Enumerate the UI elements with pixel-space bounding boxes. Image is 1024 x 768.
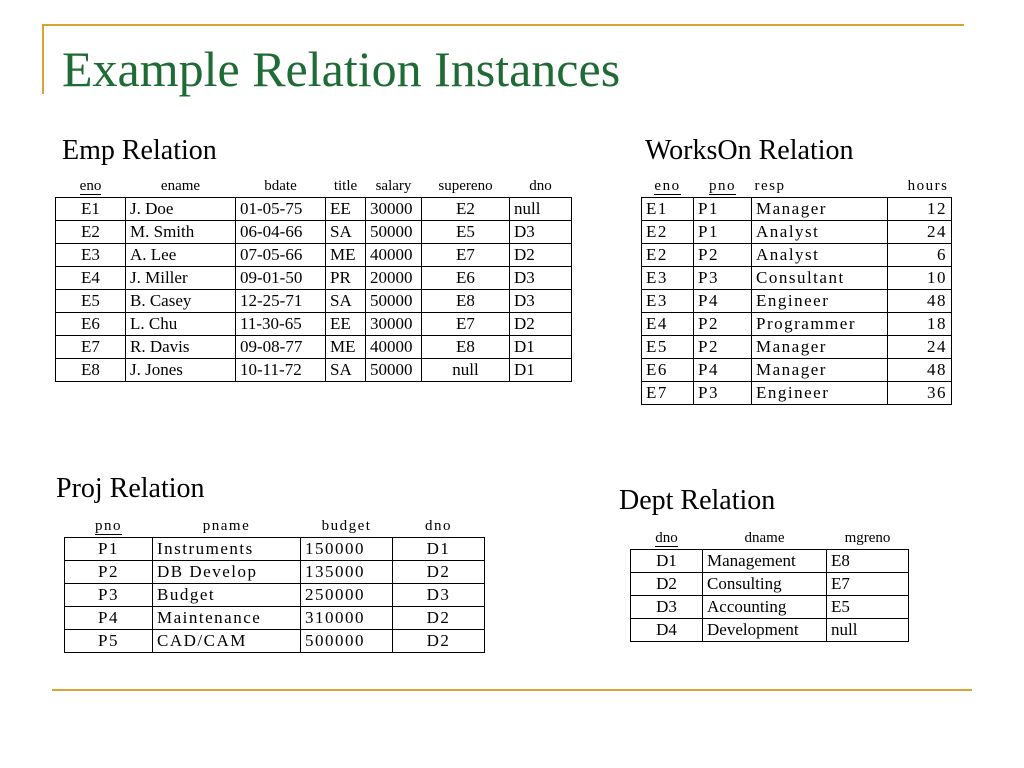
table-cell: 310000 [301, 607, 393, 630]
table-cell: 18 [888, 313, 952, 336]
table-cell: E8 [56, 359, 126, 382]
table-cell: 24 [888, 336, 952, 359]
table-cell: Budget [153, 584, 301, 607]
column-header: eno [654, 178, 681, 194]
table-cell: B. Casey [126, 290, 236, 313]
table-cell: D1 [393, 538, 485, 561]
column-header: hours [907, 178, 949, 194]
workson-relation [641, 178, 952, 405]
table-cell: Programmer [752, 313, 888, 336]
table-row [56, 359, 572, 382]
table-cell: D2 [393, 561, 485, 584]
table-row [642, 313, 952, 336]
table-cell: 12 [888, 198, 952, 221]
table-cell: 06-04-66 [236, 221, 326, 244]
table-cell: 20000 [366, 267, 422, 290]
column-header: pno [709, 178, 736, 194]
table-cell: P3 [694, 382, 752, 405]
table-cell: E2 [422, 198, 510, 221]
table-cell: E1 [56, 198, 126, 221]
table-cell: null [827, 619, 909, 642]
table-cell: E5 [422, 221, 510, 244]
table-cell: 09-01-50 [236, 267, 326, 290]
column-header: budget [321, 518, 372, 534]
table-cell: E6 [642, 359, 694, 382]
column-header: dname [744, 530, 785, 546]
column-header: salary [375, 178, 412, 194]
title-accent-line [42, 24, 44, 94]
slide-title: Example Relation Instances [62, 41, 621, 97]
table-cell: D3 [510, 290, 572, 313]
table-cell: E6 [56, 313, 126, 336]
column-header: bdate [264, 178, 297, 194]
table-cell: P3 [694, 267, 752, 290]
table-cell: 48 [888, 359, 952, 382]
column-header: eno [79, 178, 102, 194]
emp-relation-title: Emp Relation [62, 135, 217, 166]
table-cell: E8 [422, 290, 510, 313]
bottom-divider [52, 689, 972, 691]
table-cell: 250000 [301, 584, 393, 607]
table-cell: 12-25-71 [236, 290, 326, 313]
proj-relation-title: Proj Relation [56, 473, 205, 504]
column-header: pno [95, 518, 122, 534]
table-cell: E3 [642, 267, 694, 290]
table-cell: EE [326, 313, 366, 336]
table-cell: 01-05-75 [236, 198, 326, 221]
table-cell: E8 [827, 550, 909, 573]
table-cell: SA [326, 359, 366, 382]
table-cell: Accounting [703, 596, 827, 619]
table-cell: P2 [694, 313, 752, 336]
table-row [65, 538, 485, 561]
table-cell: E7 [827, 573, 909, 596]
table-cell: null [510, 198, 572, 221]
table-row [642, 267, 952, 290]
table-cell: D2 [631, 573, 703, 596]
table-cell: 07-05-66 [236, 244, 326, 267]
table-cell: P2 [65, 561, 153, 584]
column-header: dno [425, 518, 452, 534]
table-cell: DB Develop [153, 561, 301, 584]
dept-relation [630, 530, 909, 642]
table-row [642, 290, 952, 313]
table-cell: 36 [888, 382, 952, 405]
table-cell: D1 [510, 336, 572, 359]
table-row [56, 290, 572, 313]
table-cell: P2 [694, 244, 752, 267]
table-cell: Engineer [752, 290, 888, 313]
table-cell: E7 [642, 382, 694, 405]
table-cell: Consultant [752, 267, 888, 290]
table-cell: E5 [642, 336, 694, 359]
table-cell: 10 [888, 267, 952, 290]
table-cell: PR [326, 267, 366, 290]
table-cell: Development [703, 619, 827, 642]
table-cell: E4 [642, 313, 694, 336]
top-divider [42, 24, 964, 26]
table-cell: E8 [422, 336, 510, 359]
table-cell: P1 [65, 538, 153, 561]
table-cell: J. Doe [126, 198, 236, 221]
table-cell: 30000 [366, 198, 422, 221]
workson-table [641, 178, 952, 405]
table-cell: Manager [752, 336, 888, 359]
table-cell: Manager [752, 198, 888, 221]
table-row [642, 221, 952, 244]
table-row [56, 267, 572, 290]
table-cell: P4 [694, 359, 752, 382]
table-cell: 150000 [301, 538, 393, 561]
table-cell: Manager [752, 359, 888, 382]
dept-relation-title: Dept Relation [619, 485, 776, 516]
table-cell: E7 [56, 336, 126, 359]
table-row [56, 221, 572, 244]
table-cell: M. Smith [126, 221, 236, 244]
dept-table [630, 530, 909, 642]
table-cell: L. Chu [126, 313, 236, 336]
table-cell: 40000 [366, 336, 422, 359]
table-cell: SA [326, 290, 366, 313]
table-cell: Instruments [153, 538, 301, 561]
table-cell: SA [326, 221, 366, 244]
table-cell: P2 [694, 336, 752, 359]
table-row [631, 596, 909, 619]
table-cell: 24 [888, 221, 952, 244]
table-cell: D2 [510, 313, 572, 336]
table-cell: E1 [642, 198, 694, 221]
table-cell: 40000 [366, 244, 422, 267]
column-header: title [333, 178, 358, 194]
table-cell: P1 [694, 221, 752, 244]
table-cell: CAD/CAM [153, 630, 301, 653]
table-cell: 500000 [301, 630, 393, 653]
table-cell: null [422, 359, 510, 382]
table-cell: E5 [56, 290, 126, 313]
workson-relation-title: WorksOn Relation [645, 135, 854, 166]
table-cell: D1 [631, 550, 703, 573]
table-cell: J. Jones [126, 359, 236, 382]
column-header: dno [655, 530, 678, 546]
emp-relation [55, 178, 572, 382]
table-cell: R. Davis [126, 336, 236, 359]
proj-table [64, 518, 485, 653]
table-cell: E2 [642, 244, 694, 267]
table-cell: 135000 [301, 561, 393, 584]
table-cell: 09-08-77 [236, 336, 326, 359]
table-cell: 6 [888, 244, 952, 267]
table-cell: D4 [631, 619, 703, 642]
table-row [642, 359, 952, 382]
table-cell: E6 [422, 267, 510, 290]
table-cell: D2 [510, 244, 572, 267]
table-row [642, 382, 952, 405]
table-cell: Engineer [752, 382, 888, 405]
table-cell: D3 [631, 596, 703, 619]
table-cell: J. Miller [126, 267, 236, 290]
column-header: mgreno [844, 530, 891, 546]
table-cell: E2 [56, 221, 126, 244]
table-row [65, 561, 485, 584]
table-cell: P4 [65, 607, 153, 630]
table-cell: P3 [65, 584, 153, 607]
table-cell: 50000 [366, 359, 422, 382]
table-cell: 30000 [366, 313, 422, 336]
table-row [65, 607, 485, 630]
table-cell: E7 [422, 313, 510, 336]
table-row [631, 573, 909, 596]
table-cell: 50000 [366, 290, 422, 313]
table-row [56, 198, 572, 221]
table-cell: Analyst [752, 244, 888, 267]
table-row [56, 313, 572, 336]
column-header: supereno [438, 178, 493, 194]
table-cell: Management [703, 550, 827, 573]
table-cell: D3 [510, 267, 572, 290]
table-cell: D2 [393, 607, 485, 630]
table-cell: ME [326, 336, 366, 359]
table-cell: E3 [56, 244, 126, 267]
table-cell: P5 [65, 630, 153, 653]
table-row [642, 198, 952, 221]
table-cell: 50000 [366, 221, 422, 244]
table-cell: E3 [642, 290, 694, 313]
table-cell: 48 [888, 290, 952, 313]
table-cell: D1 [510, 359, 572, 382]
table-cell: Consulting [703, 573, 827, 596]
table-cell: D3 [510, 221, 572, 244]
table-row [65, 630, 485, 653]
column-header: ename [160, 178, 201, 194]
table-cell: D3 [393, 584, 485, 607]
table-cell: E4 [56, 267, 126, 290]
table-cell: EE [326, 198, 366, 221]
emp-table [55, 178, 572, 382]
table-cell: A. Lee [126, 244, 236, 267]
table-cell: E2 [642, 221, 694, 244]
table-cell: ME [326, 244, 366, 267]
table-row [56, 244, 572, 267]
table-cell: 10-11-72 [236, 359, 326, 382]
table-cell: 11-30-65 [236, 313, 326, 336]
table-row [56, 336, 572, 359]
table-cell: D2 [393, 630, 485, 653]
table-row [631, 619, 909, 642]
column-header: dno [529, 178, 552, 194]
table-cell: Analyst [752, 221, 888, 244]
table-cell: E7 [422, 244, 510, 267]
table-row [65, 584, 485, 607]
table-row [642, 244, 952, 267]
table-cell: E5 [827, 596, 909, 619]
table-cell: P4 [694, 290, 752, 313]
table-row [631, 550, 909, 573]
table-cell: Maintenance [153, 607, 301, 630]
column-header: pname [202, 518, 251, 534]
table-row [642, 336, 952, 359]
table-cell: P1 [694, 198, 752, 221]
column-header: resp [754, 178, 786, 194]
proj-relation [64, 518, 485, 653]
